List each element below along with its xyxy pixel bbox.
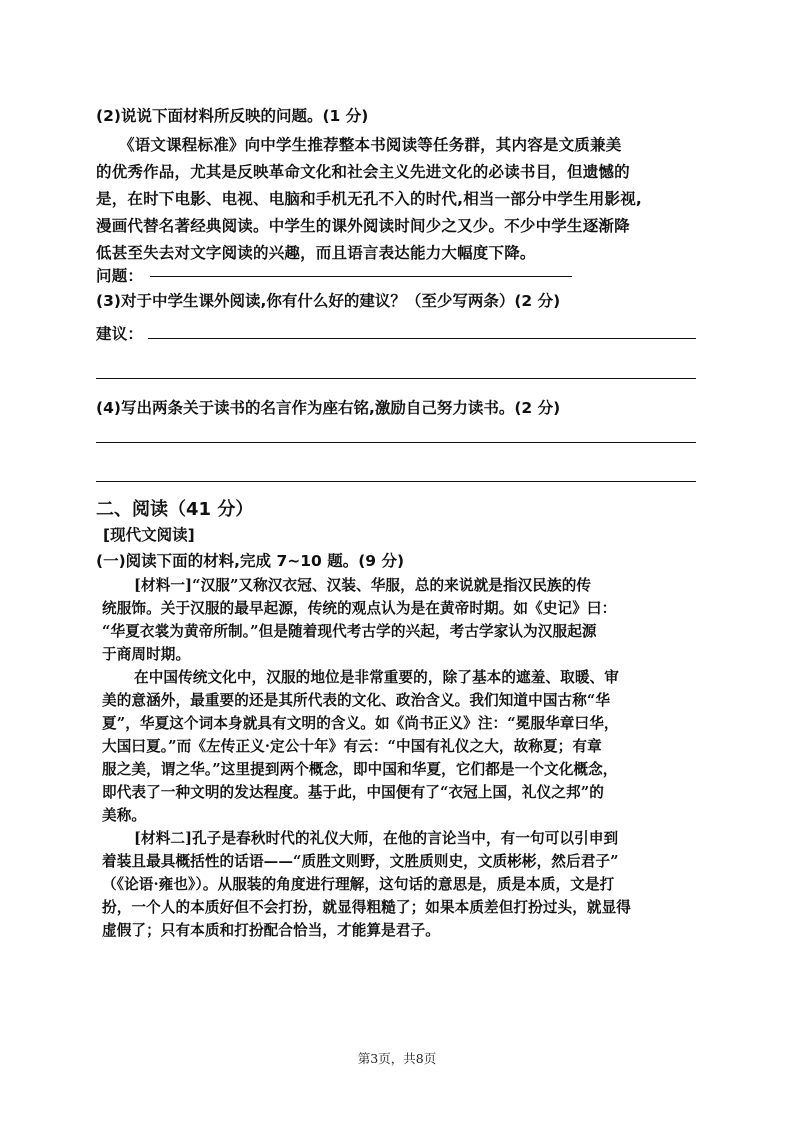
passage-line: 美的意涵外，最重要的还是其所代表的文化、政治含义。我们知道中国古称“华 — [102, 692, 611, 709]
q3-prompt: (3)对于中学生课外阅读,你有什么好的建议？（至少写两条）(2 分) — [96, 292, 561, 310]
part-prompt: (一)阅读下面的材料,完成 7~10 题。(9 分) — [96, 552, 405, 570]
q3-answer-line[interactable] — [96, 378, 696, 379]
passage-line: 夏”，华夏这个词本身就具有文明的含义。如《尚书正义》注：“冕服华章曰华， — [102, 715, 619, 732]
q2-answer-line[interactable] — [150, 276, 572, 277]
q2-material-line: 漫画代替名著经典阅读。中学生的课外阅读时间少之又少。不少中学生逐渐降 — [96, 217, 630, 235]
q3-answer-line[interactable] — [148, 338, 696, 339]
passage-line: 着装且最具概括性的话语——“质胜文则野，文胜质则史，文质彬彬，然后君子” — [102, 853, 619, 870]
passage-line: [材料一]“汉服”又称汉衣冠、汉装、华服，总的来说就是指汉民族的传 — [134, 577, 592, 594]
section-heading: 二、阅读（41 分） — [96, 499, 254, 520]
passage-line: [材料二]孔子是春秋时代的礼仪大师，在他的言论当中，有一句可以引申到 — [134, 830, 619, 847]
passage-line: 于商周时期。 — [102, 646, 191, 663]
q2-prompt: (2)说说下面材料所反映的问题。(1 分) — [96, 107, 369, 125]
passage-line: 统服饰。关于汉服的最早起源，传统的观点认为是在黄帝时期。如《史记》曰： — [102, 600, 617, 617]
page-number: 第3页，共8页 — [357, 1051, 437, 1066]
q2-material-line: 的优秀作品，尤其是反映革命文化和社会主义先进文化的必读书目，但遗憾的 — [96, 163, 630, 181]
q2-material-line: 是，在时下电影、电视、电脑和手机无孔不入的时代,相当一部分中学生用影视, — [96, 190, 642, 208]
q3-answer-label: 建议： — [96, 325, 144, 343]
passage-line: 大国曰夏。”而《左传正义·定公十年》有云：“中国有礼仪之大，故称夏；有章 — [102, 738, 602, 755]
passage-line: 服之美，谓之华。”这里提到两个概念，即中国和华夏，它们都是一个文化概念， — [102, 761, 618, 778]
passage-line: 美称。 — [102, 807, 147, 824]
passage-line: （《论语·雍也》）。从服装的角度进行理解，这句话的意思是，质是本质，文是打 — [102, 876, 615, 893]
q4-answer-line[interactable] — [96, 442, 696, 443]
q2-material-line: 《语文课程标准》向中学生推荐整本书阅读等任务群，其内容是文质兼美 — [119, 136, 622, 154]
passage-line: 即代表了一种文明的发达程度。基于此，中国便有了“衣冠上国，礼仪之邦”的 — [102, 784, 604, 801]
passage-line: “华夏衣裳为黄帝所制。”但是随着现代考古学的兴起，考古学家认为汉服起源 — [102, 623, 597, 640]
passage-line: 在中国传统文化中，汉服的地位是非常重要的，除了基本的遮羞、取暖、审 — [134, 669, 619, 686]
passage-line: 虚假了；只有本质和打扮配合恰当，才能算是君子。 — [102, 922, 440, 939]
q4-answer-line[interactable] — [96, 481, 696, 482]
section-subheading: [现代文阅读] — [103, 526, 195, 544]
passage-line: 扮，一个人的本质好但不会打扮，就显得粗糙了；如果本质差但打扮过头，就显得 — [102, 899, 631, 916]
q2-material-line: 低甚至失去对文字阅读的兴趣，而且语言表达能力大幅度下降。 — [96, 244, 536, 262]
q4-prompt: (4)写出两条关于读书的名言作为座右铭,激励自己努力读书。(2 分) — [96, 399, 561, 417]
q2-answer-label: 问题： — [96, 267, 144, 285]
